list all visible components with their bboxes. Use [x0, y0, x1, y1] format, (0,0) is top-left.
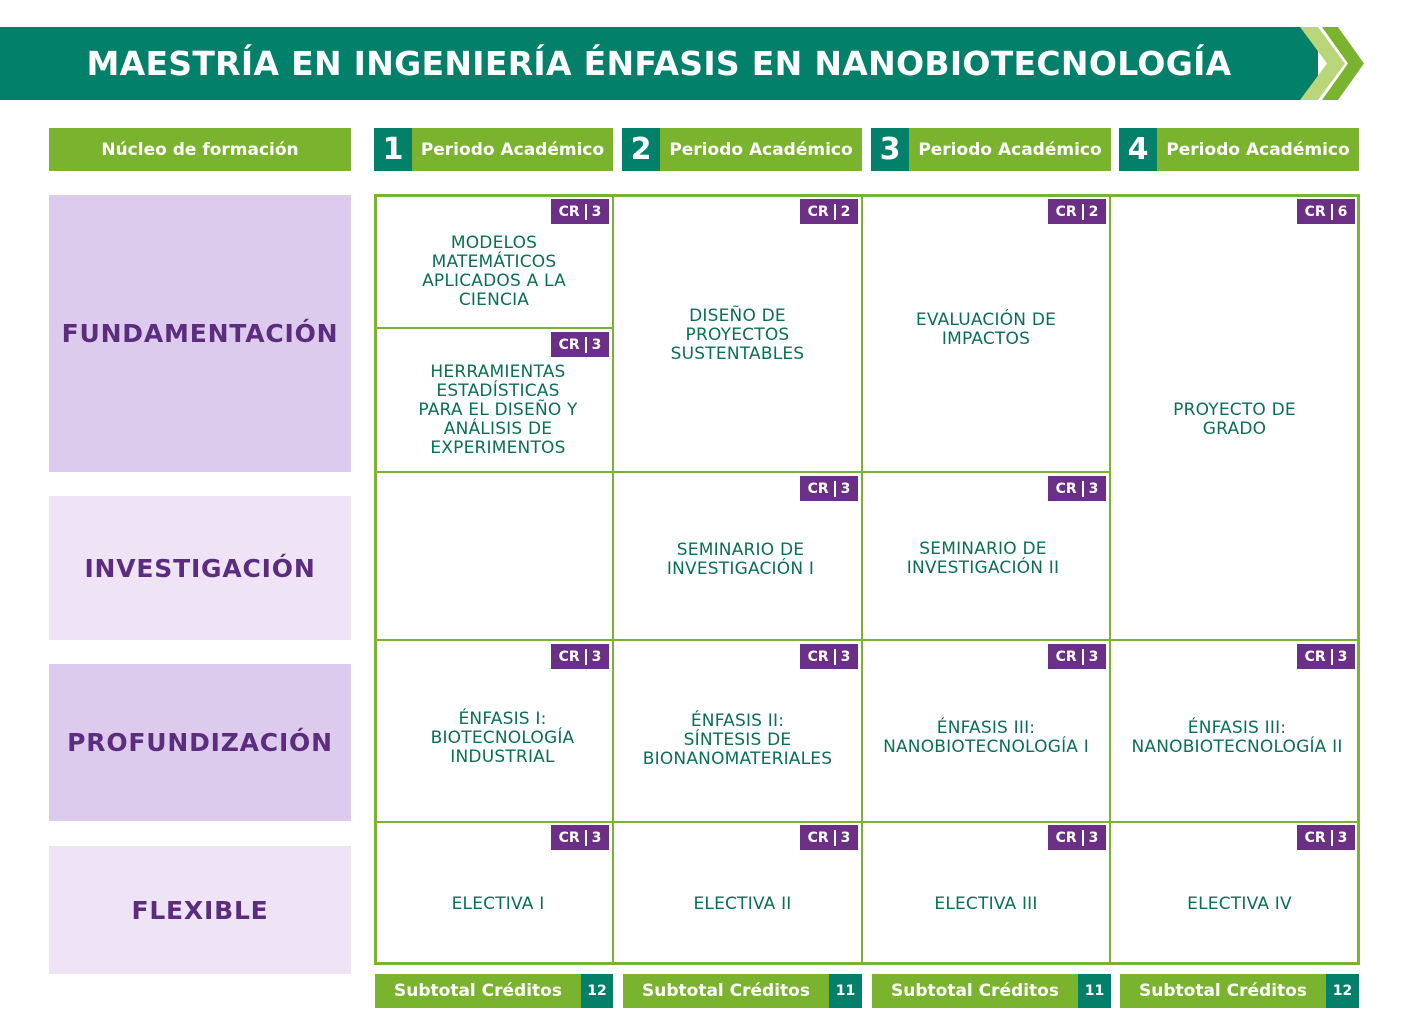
- subtotal-label: Subtotal Créditos: [872, 974, 1078, 1008]
- credits-badge: CR 3: [800, 476, 858, 501]
- credits-badge: CR 3: [1297, 644, 1355, 669]
- course-cell: [376, 890, 620, 918]
- course-name: ELECTIVA II: [693, 893, 792, 914]
- subtotal-value: 11: [1078, 974, 1111, 1008]
- subtotal-value: 12: [1326, 974, 1359, 1008]
- course-cell: [376, 355, 620, 465]
- course-name: SEMINARIO DE INVESTIGACIÓN I: [666, 540, 815, 579]
- credits-badge: CR 3: [1048, 476, 1106, 501]
- grid-divider: [376, 327, 612, 329]
- period-3-label: Periodo Académico: [909, 128, 1111, 171]
- course-name: SEMINARIO DE INVESTIGACIÓN II: [906, 539, 1060, 578]
- period-4-number: 4: [1119, 128, 1157, 171]
- course-cell: [619, 890, 866, 918]
- row-label-profundizacion: PROFUNDIZACIÓN: [49, 664, 351, 821]
- row-label-flexible: FLEXIBLE: [49, 846, 351, 974]
- course-cell: [1116, 890, 1363, 918]
- course-name: ELECTIVA I: [451, 893, 545, 914]
- credits-badge: CR 2: [1048, 199, 1106, 224]
- period-2-number: 2: [622, 128, 660, 171]
- course-cell: [863, 300, 1109, 360]
- credits-badge: CR 3: [551, 644, 609, 669]
- subtotal-label: Subtotal Créditos: [375, 974, 581, 1008]
- credits-badge: CR 3: [1048, 644, 1106, 669]
- period-4-label: Periodo Académico: [1157, 128, 1359, 171]
- grid-divider: [376, 471, 1109, 473]
- course-cell: [614, 290, 861, 380]
- course-name: ÉNFASIS III: NANOBIOTECNOLOGÍA II: [1131, 718, 1343, 757]
- period-1-label: Periodo Académico: [412, 128, 613, 171]
- course-cell: [1111, 390, 1358, 450]
- credits-badge: CR 2: [800, 199, 858, 224]
- course-name: EVALUACIÓN DE IMPACTOS: [915, 310, 1057, 349]
- course-name: ÉNFASIS I: BIOTECNOLOGÍA INDUSTRIAL: [430, 708, 575, 767]
- chevron-arrows-icon: [1300, 27, 1370, 100]
- course-name: PROYECTO DE GRADO: [1173, 400, 1296, 439]
- credits-badge: CR 3: [551, 825, 609, 850]
- course-cell: [376, 222, 612, 322]
- subtotal-value: 12: [581, 974, 613, 1008]
- course-name: ELECTIVA IV: [1187, 893, 1292, 914]
- subtotal-label: Subtotal Créditos: [623, 974, 829, 1008]
- course-name: ELECTIVA III: [934, 893, 1038, 914]
- grid-divider: [376, 821, 1358, 823]
- course-cell: [376, 698, 629, 778]
- course-name: DISEÑO DE PROYECTOS SUSTENTABLES: [670, 305, 805, 364]
- course-cell: [863, 890, 1109, 918]
- row-label-investigacion: INVESTIGACIÓN: [49, 496, 351, 640]
- credits-badge: CR 3: [800, 644, 858, 669]
- credits-badge: CR 3: [1297, 825, 1355, 850]
- period-1-number: 1: [374, 128, 412, 171]
- nucleo-header: Núcleo de formación: [49, 128, 351, 171]
- row-label-fundamentacion: FUNDAMENTACIÓN: [49, 195, 351, 472]
- grid-divider: [1109, 196, 1111, 963]
- credits-badge: CR 3: [800, 825, 858, 850]
- credits-badge: CR 3: [551, 199, 609, 224]
- course-cell: [614, 525, 867, 595]
- credits-badge: CR 3: [1048, 825, 1106, 850]
- credits-badge: CR 6: [1297, 199, 1355, 224]
- credits-badge: CR 3: [551, 332, 609, 357]
- period-3-number: 3: [871, 128, 909, 171]
- course-cell: [863, 524, 1103, 594]
- subtotal-value: 11: [829, 974, 862, 1008]
- course-cell: [614, 700, 861, 780]
- course-cell: [1111, 708, 1363, 768]
- subtotal-label: Subtotal Créditos: [1120, 974, 1326, 1008]
- course-name: ÉNFASIS III: NANOBIOTECNOLOGÍA I: [883, 718, 1089, 757]
- course-cell: [863, 708, 1109, 768]
- grid-divider: [376, 639, 1358, 641]
- page-title: MAESTRÍA EN INGENIERÍA ÉNFASIS EN NANOBIOTECNOLOGÍA: [0, 27, 1318, 100]
- course-name: MODELOS MATEMÁTICOS APLICADOS A LA CIENCIA: [422, 233, 566, 310]
- period-2-label: Periodo Académico: [660, 128, 862, 171]
- course-name: HERRAMIENTAS ESTADÍSTICAS PARA EL DISEÑO Y ANÁLISIS DE EXPERIMENTOS: [418, 361, 578, 458]
- course-name: ÉNFASIS II: SÍNTESIS DE BIONANOMATERIALES: [642, 710, 833, 769]
